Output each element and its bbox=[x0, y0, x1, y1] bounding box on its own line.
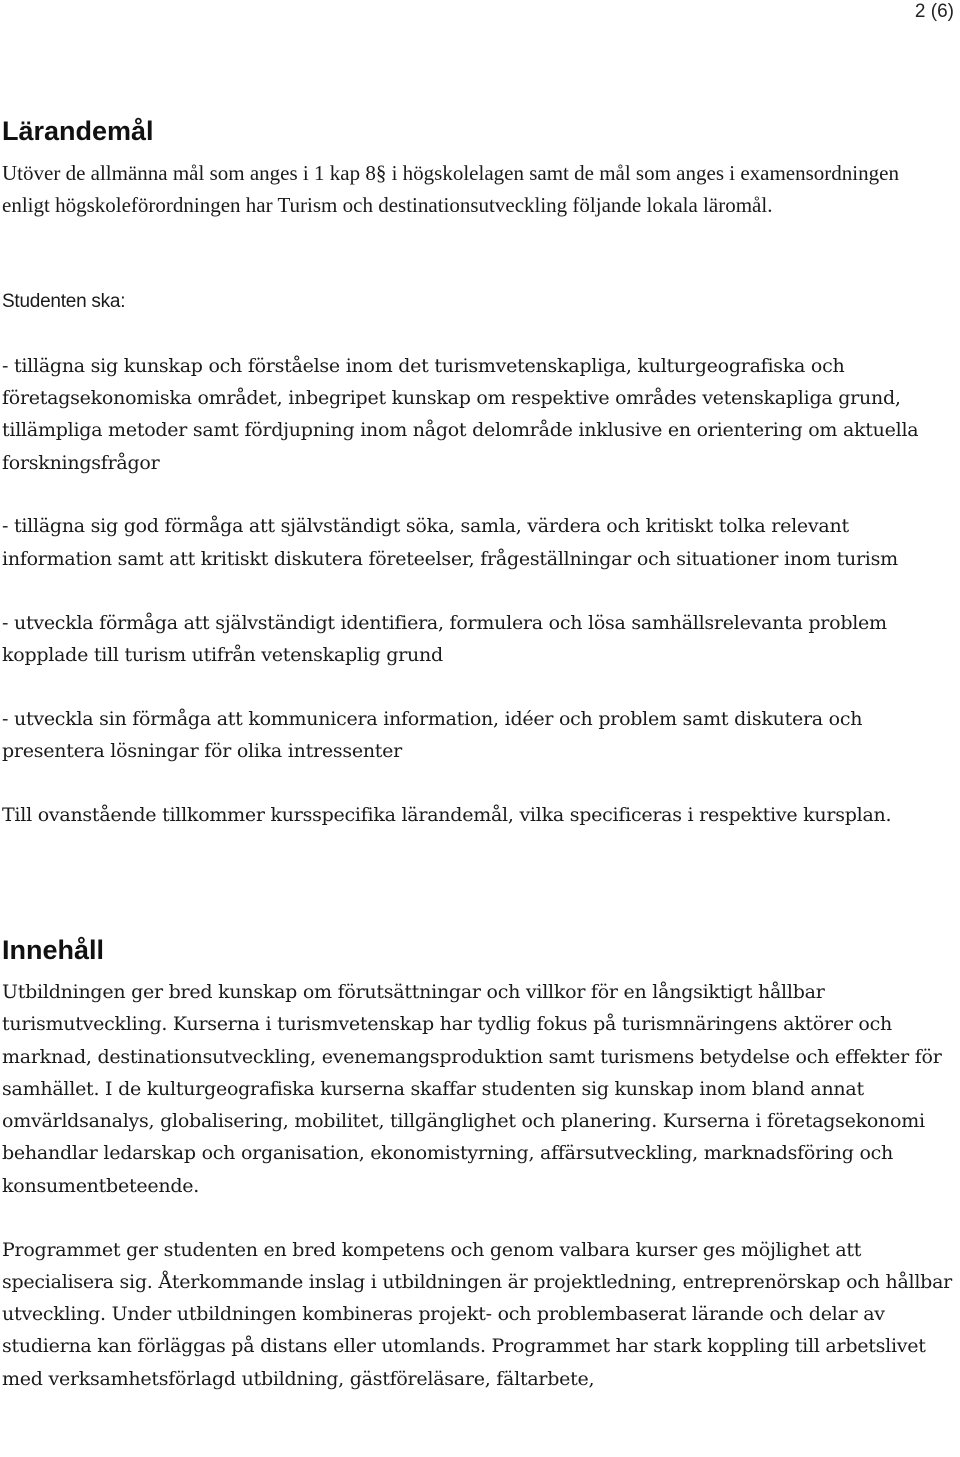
goal-item: - tillägna sig god förmåga att självständigt söka, samla, värdera och kritiskt tolka relevant information samt att kritiskt diskutera företeelser, frågeställningar och situationer inom turism bbox=[2, 515, 898, 570]
goal-item: - tillägna sig kunskap och förståelse inom det turismvetenskapliga, kulturgeografiska och företagsekonomiska området, inbegripet kunskap om respektive områdes vetenskapliga grund, tillämpliga metoder samt fördjupning inom något delområde inklusive en orientering om aktuella forskningsfrågor bbox=[2, 354, 919, 474]
section-heading-innehall: Innehåll bbox=[2, 935, 105, 965]
goals-closing: Till ovanstående tillkommer kursspecifika lärandemål, vilka specificeras i respektive kursplan. bbox=[2, 803, 892, 826]
intro-block bbox=[2, 157, 952, 222]
content-paragraph: Programmet ger studenten en bred kompetens och genom valbara kurser ges möjlighet att specialisera sig. Återkommande inslag i utbildningen är projektledning, entreprenörskap och hållbar utveckling. Under utbildningen kombineras projekt- och problembaserat lärande och delar av studierna kan förläggas på distans eller utomlands. Programmet har stark koppling till arbetslivet med verksamhetsförlagd utbildning, gästföreläsare, fältarbete, bbox=[2, 1238, 952, 1390]
page-number: 2 (6) bbox=[914, 1, 954, 22]
goals-block bbox=[2, 286, 952, 863]
goal-item: - utveckla förmåga att självständigt identifiera, formulera och lösa samhällsrelevanta problem kopplade till turism utifrån vetenskaplig grund bbox=[2, 611, 887, 666]
goal-item: - utveckla sin förmåga att kommunicera information, idéer och problem samt diskutera och presentera lösningar för olika intressenter bbox=[2, 707, 863, 762]
goals-lead: Studenten ska: bbox=[2, 291, 126, 312]
intro-paragraph: Utöver de allmänna mål som anges i 1 kap 8§ i högskolelagen samt de mål som anges i examensordningen enligt högskoleförordningen har Turism och destinationsutveckling följande lokala läromål. bbox=[2, 161, 899, 218]
content-paragraph: Utbildningen ger bred kunskap om förutsättningar och villkor för en långsiktigt hållbar turismutveckling. Kurserna i turismvetenskap har tydlig fokus på turismnäringens aktörer och marknad, destinationsutveckling, evenemangsproduktion samt turismens betydelse och effekter för samhället. I de kulturgeografiska kurserna skaffar studenten sig kunskap inom bland annat omvärldsanalys, globalisering, mobilitet, tillgänglighet och planering. Kurserna i företagsekonomi behandlar ledarskap och organisation, ekonomistyrning, affärsutveckling, marknadsföring och konsumentbeteende. bbox=[2, 981, 942, 1197]
content-block bbox=[2, 976, 952, 1427]
section-heading-larandemal: Lärandemål bbox=[2, 116, 154, 146]
